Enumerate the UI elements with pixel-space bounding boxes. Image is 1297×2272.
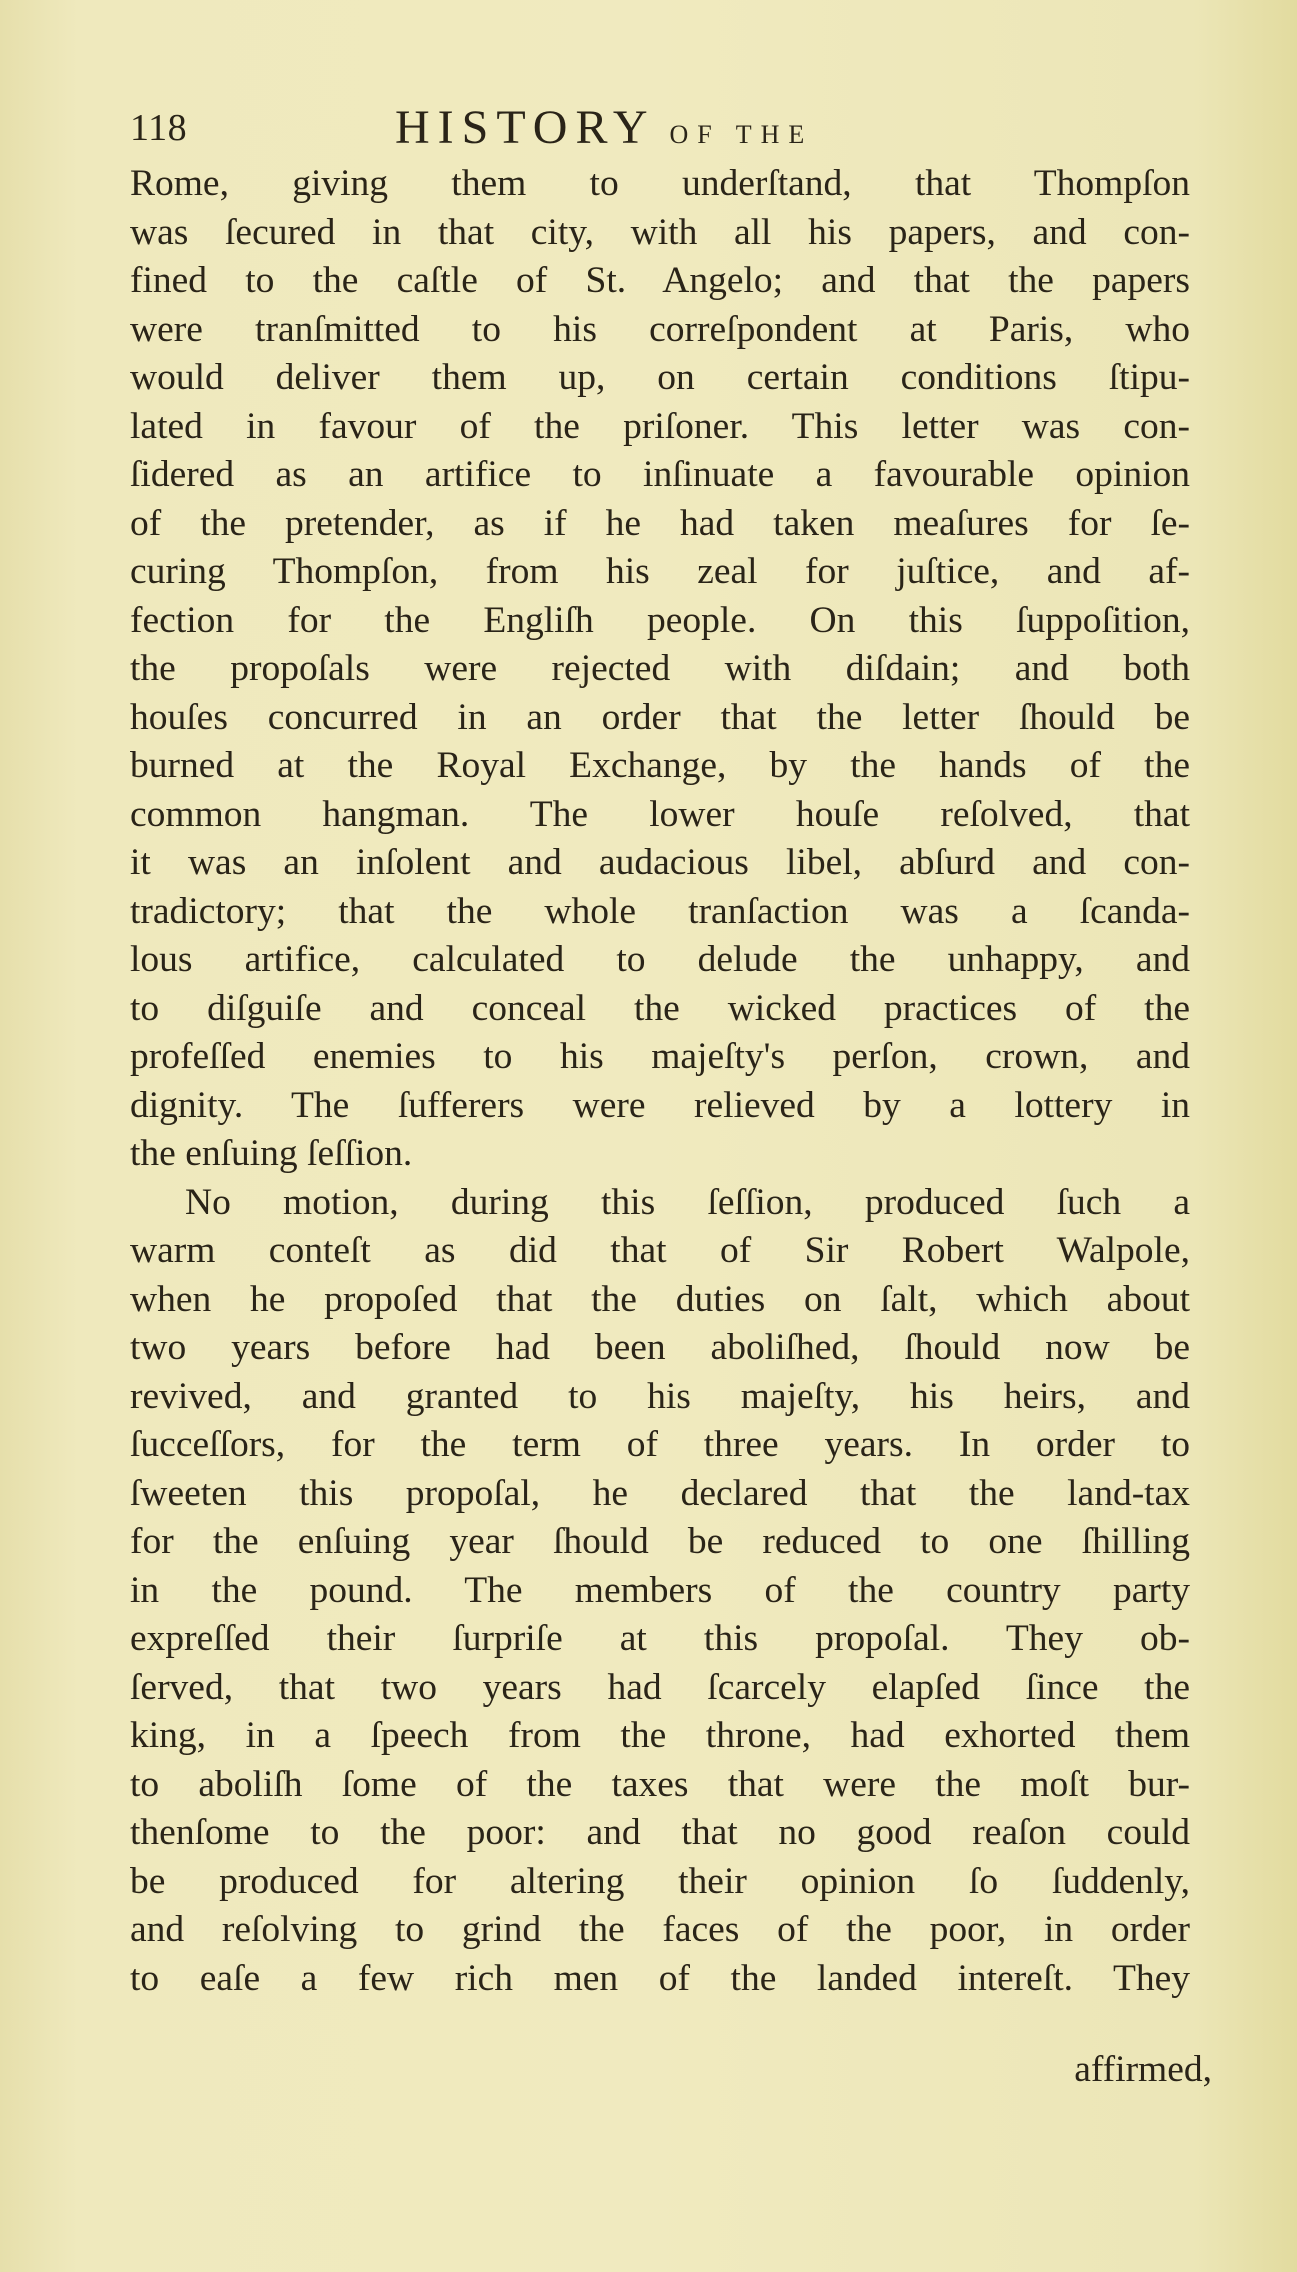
- text-line: it was an inſolent and audacious libel, abſurd and con-: [130, 842, 1190, 883]
- text-line: fection for the Engliſh people. On this ſuppoſition,: [130, 599, 1190, 641]
- text-line: ſidered as an artifice to inſinuate a favourable opinion: [130, 454, 1190, 495]
- text-line: the enſuing ſeſſion.: [130, 1133, 413, 1174]
- text-line: thenſome to the poor: and that no good reaſon could: [130, 1812, 1190, 1853]
- text-line: the propoſals were rejected with diſdain; and both: [130, 648, 1190, 689]
- text-line: revived, and granted to his majeſty, his heirs, and: [130, 1375, 1190, 1417]
- text-line: tradictory; that the whole tranſaction was a ſcanda-: [130, 890, 1190, 932]
- catchword: affirmed,: [1074, 2049, 1212, 2090]
- text-line: warm conteſt as did that of Sir Robert Walpole,: [130, 1230, 1190, 1271]
- text-line: ſerved, that two years had ſcarcely elapſed ſince the: [130, 1666, 1190, 1708]
- text-line: and reſolving to grind the faces of the poor, in order: [130, 1909, 1190, 1950]
- text-line: lous artifice, calculated to delude the unhappy, and: [130, 939, 1190, 980]
- text-line: king, in a ſpeech from the throne, had exhorted them: [130, 1715, 1190, 1756]
- text-line: to diſguiſe and conceal the wicked practices of the: [130, 987, 1190, 1029]
- text-line: ſucceſſors, for the term of three years. In order to: [130, 1424, 1190, 1465]
- paragraph-start-line: No motion, during this ſeſſion, produced ſuch a: [185, 1181, 1190, 1223]
- text-line: of the pretender, as if he had taken meaſures for ſe-: [130, 502, 1190, 544]
- text-line: be produced for altering their opinion ſo ſuddenly,: [130, 1860, 1190, 1902]
- text-line: to aboliſh ſome of the taxes that were the moſt bur-: [130, 1763, 1190, 1805]
- text-line: were tranſmitted to his correſpondent at Paris, who: [130, 308, 1190, 350]
- text-line: profeſſed enemies to his majeſty's perſon, crown, and: [130, 1036, 1190, 1077]
- text-line: burned at the Royal Exchange, by the hands of the: [130, 745, 1190, 786]
- running-head-small: OF THE: [669, 120, 814, 149]
- text-line: common hangman. The lower houſe reſolved, that: [130, 793, 1190, 835]
- text-line: Rome, giving them to underſtand, that Thompſon: [130, 163, 1190, 204]
- page-header: [130, 100, 1210, 160]
- text-line: houſes concurred in an order that the letter ſhould be: [130, 696, 1190, 738]
- running-head-main: HISTORY: [395, 101, 656, 154]
- text-line: would deliver them up, on certain conditions ſtipu-: [130, 357, 1190, 398]
- text-line: in the pound. The members of the country party: [130, 1569, 1190, 1611]
- text-line: fined to the caſtle of St. Angelo; and that the papers: [130, 260, 1190, 301]
- text-line: when he propoſed that the duties on ſalt, which about: [130, 1278, 1190, 1320]
- text-line: dignity. The ſufferers were relieved by a lottery in: [130, 1084, 1190, 1126]
- page-number: 118: [130, 107, 188, 149]
- text-line: to eaſe a few rich men of the landed intereſt. They: [130, 1957, 1190, 1999]
- text-line: expreſſed their ſurpriſe at this propoſal. They ob-: [130, 1618, 1190, 1659]
- text-line: ſweeten this propoſal, he declared that the land-tax: [130, 1472, 1190, 1514]
- body-text: [130, 160, 1190, 2003]
- text-line: lated in favour of the priſoner. This letter was con-: [130, 405, 1190, 447]
- text-line: two years before had been aboliſhed, ſhould now be: [130, 1327, 1190, 1368]
- text-line: curing Thompſon, from his zeal for juſtice, and af-: [130, 551, 1190, 592]
- running-head: [395, 100, 813, 155]
- text-line: for the enſuing year ſhould be reduced to one ſhilling: [130, 1521, 1190, 1562]
- text-line: was ſecured in that city, with all his papers, and con-: [130, 211, 1190, 253]
